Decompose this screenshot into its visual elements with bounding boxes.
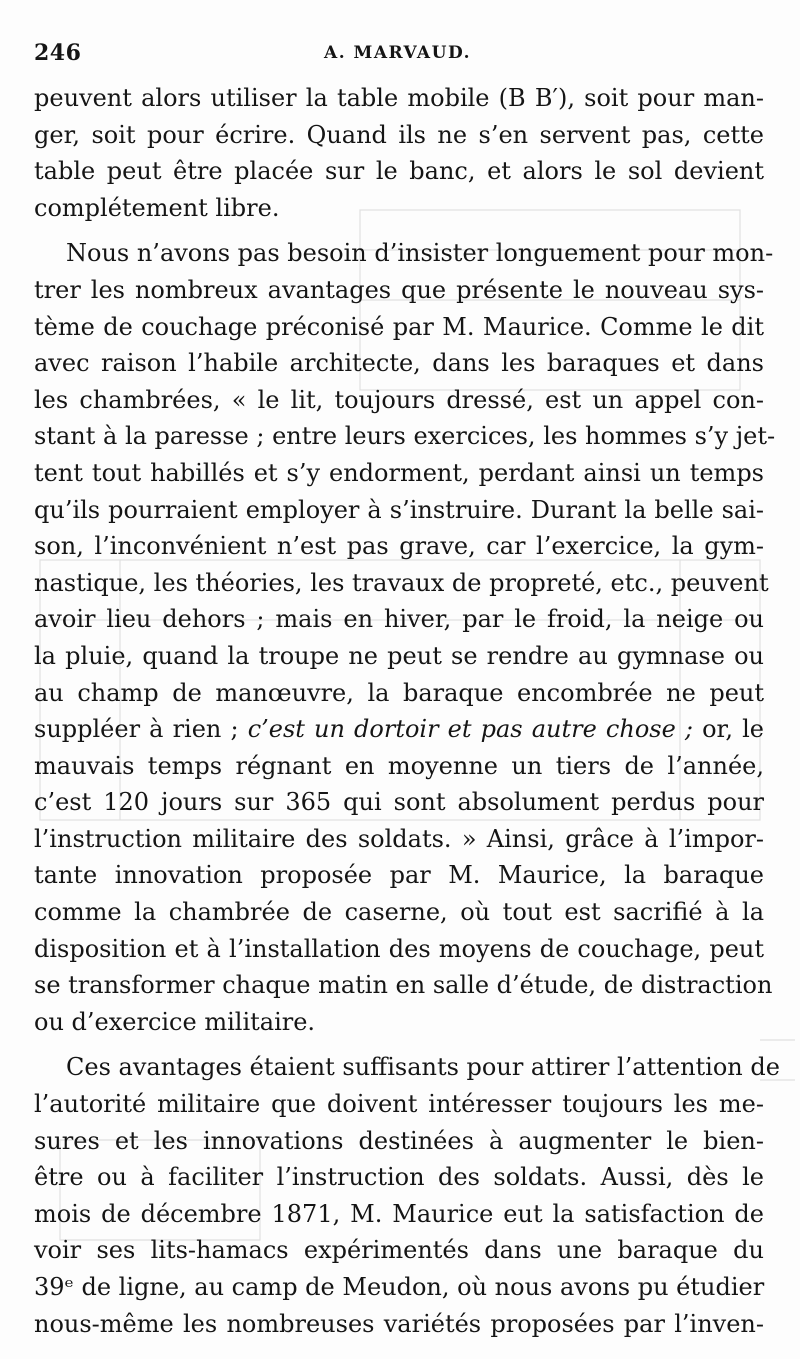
paragraph [34,80,764,226]
text-line: stant à la paresse ; entre leurs exercices, les hommes s’y jet- [34,422,776,451]
text-line: table peut être placée sur le banc, et alors le sol devient [34,157,764,186]
text-line: nastique, les théories, les travaux de propreté, etc., peuvent [34,568,769,597]
text-line: son, l’inconvénient n’est pas grave, car l’exercice, la gym- [34,532,764,561]
text-line: la pluie, quand la troupe ne peut se rendre au gymnase ou [34,641,764,670]
text-line: sures et les innovations destinées à augmenter le bien- [34,1126,764,1155]
text-line: Nous n’avons pas besoin d’insister longuement pour mon- [66,239,774,268]
text-line: c’est 120 jours sur 365 qui sont absolument perdus pour [34,788,764,817]
text-line: ger, soit pour écrire. Quand ils ne s’en servent pas, cette [34,120,764,149]
paragraph [34,1049,780,1342]
text-line: tème de couchage préconisé par M. Maurice. Comme le dit [34,312,764,341]
body-text [34,80,780,1342]
paragraph [34,235,776,1040]
text-line: mois de décembre 1871, M. Maurice eut la satisfaction de [34,1199,764,1228]
page-header [34,40,762,74]
text-line: qu’ils pourraient employer à s’instruire. Durant la belle sai- [34,495,764,524]
text-line: mauvais temps régnant en moyenne un tiers de l’année, [34,751,764,780]
text-line: ou d’exercice militaire. [34,1007,316,1036]
text-line: avoir lieu dehors ; mais en hiver, par le froid, la neige ou [34,605,764,634]
page-number: 246 [34,40,82,66]
text-line: se transformer chaque matin en salle d’étude, de distraction [34,971,773,1000]
text-line: l’autorité militaire que doivent intéresser toujours les me- [34,1090,764,1119]
text-line: disposition et à l’installation des moyens de couchage, peut [34,934,764,963]
text-line: 39ᵉ de ligne, au camp de Meudon, où nous avons pu étudier [34,1273,765,1301]
text-line: complétement libre. [34,193,280,222]
italic-quote: c’est un dortoir et pas autre chose ; [247,715,693,744]
text-run: or, le [692,715,764,744]
text-line: l’instruction militaire des soldats. » Ainsi, grâce à l’impor- [34,824,764,853]
text-line: comme la chambrée de caserne, où tout est sacrifié à la [34,898,764,927]
text-line: être ou à faciliter l’instruction des soldats. Aussi, dès le [34,1163,764,1192]
text-line: trer les nombreux avantages que présente le nouveau sys- [34,275,764,304]
text-line: les chambrées, « le lit, toujours dressé, est un appel con- [34,385,764,414]
text-line: avec raison l’habile architecte, dans les baraques et dans [34,349,764,378]
running-head: A. MARVAUD. [324,43,471,63]
text-line: nous-même les nombreuses variétés proposées par l’inven- [34,1309,764,1338]
text-line: Ces avantages étaient suffisants pour attirer l’attention de [66,1053,780,1082]
text-line: tante innovation proposée par M. Maurice, la baraque [34,861,764,890]
text-line: au champ de manœuvre, la baraque encombrée ne peut [34,678,764,707]
text-line: peuvent alors utiliser la table mobile (B B′), soit pour man- [34,84,764,112]
text-run: suppléer à rien ; [34,715,248,744]
text-line-with-italic [34,711,764,748]
text-line: tent tout habillés et s’y endorment, perdant ainsi un temps [34,458,764,487]
text-line: voir ses lits-hamacs expérimentés dans une baraque du [34,1236,764,1265]
